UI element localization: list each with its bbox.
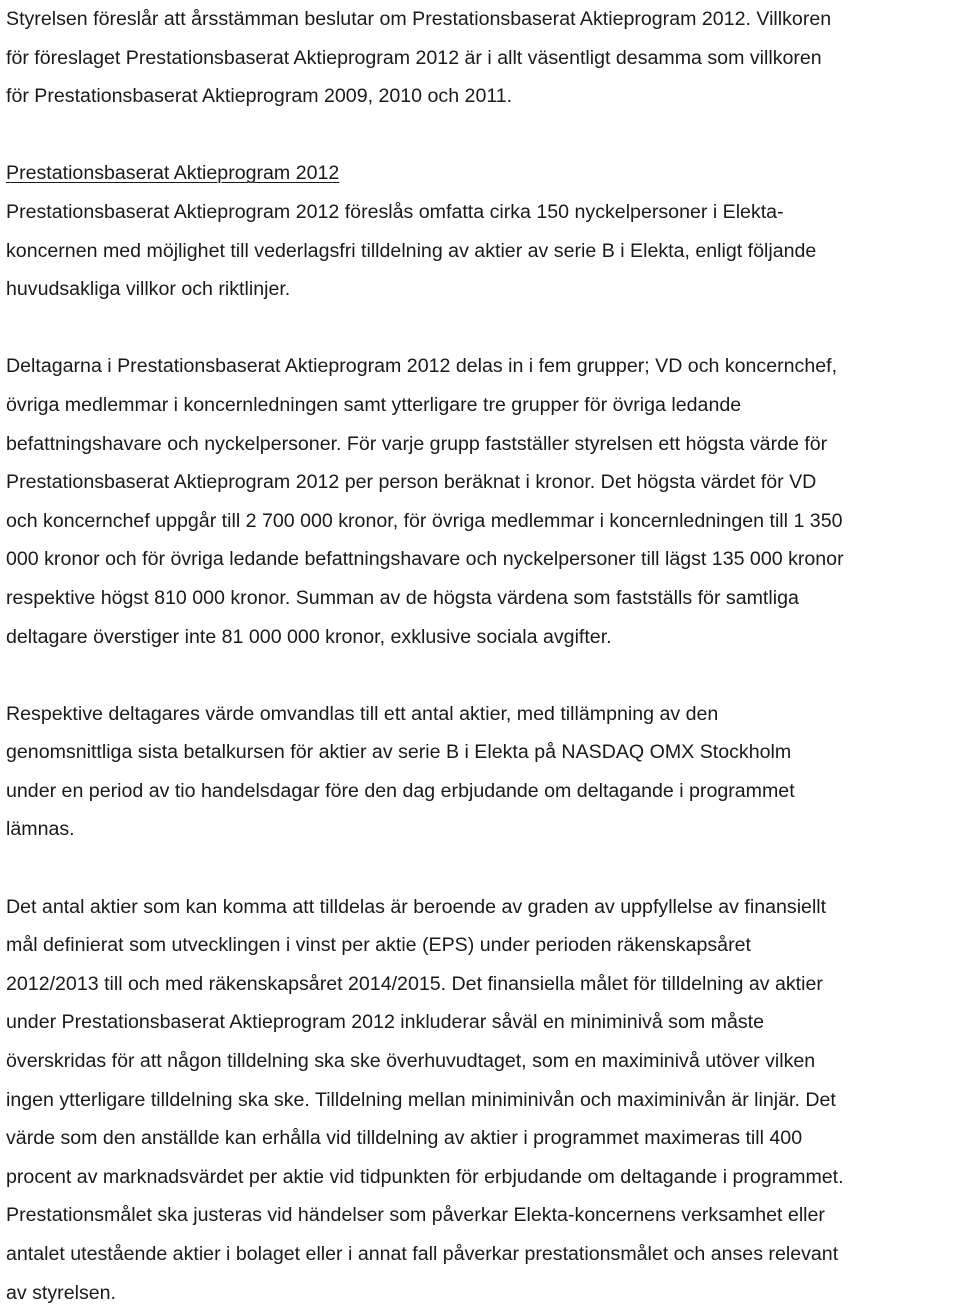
section-heading-text: Prestationsbaserat Aktieprogram 2012 bbox=[6, 162, 340, 185]
paragraph-gap bbox=[6, 849, 960, 888]
text-line: 000 kronor och för övriga ledande befattningshavare och nyckelpersoner till lägst 135 000 kronor bbox=[6, 548, 844, 571]
text-line: Styrelsen föreslår att årsstämman beslutar om Prestationsbaserat Aktieprogram 2012. Villkoren bbox=[6, 8, 832, 30]
text-line: Prestationsbaserat Aktieprogram 2012 per person beräknat i kronor. Det högsta värdet för VD bbox=[6, 471, 817, 494]
text-line: överskridas för att någon tilldelning ska ske överhuvudtaget, som en maximinivå utöver vilken bbox=[6, 1050, 816, 1073]
text-line: och koncernchef uppgår till 2 700 000 kronor, för övriga medlemmar i koncernledningen till 1 350 bbox=[6, 509, 843, 532]
paragraph-3 bbox=[6, 695, 960, 849]
text-line: befattningshavare och nyckelpersoner. För varje grupp fastställer styrelsen ett högsta värde för bbox=[6, 432, 828, 455]
text-line: Respektive deltagares värde omvandlas till ett antal aktier, med tillämpning av den bbox=[6, 702, 719, 725]
text-line: av styrelsen. bbox=[6, 1281, 116, 1304]
text-line: huvudsakliga villkor och riktlinjer. bbox=[6, 278, 291, 301]
paragraph-gap bbox=[6, 116, 960, 155]
paragraph-gap bbox=[6, 656, 960, 695]
paragraph-4 bbox=[6, 888, 960, 1312]
paragraph-2 bbox=[6, 347, 960, 656]
text-line: Deltagarna i Prestationsbaserat Aktieprogram 2012 delas in i fem grupper; VD och koncernchef, bbox=[6, 355, 838, 378]
text-line: för föreslaget Prestationsbaserat Aktieprogram 2012 är i allt väsentligt desamma som villkoren bbox=[6, 46, 822, 69]
text-line: Prestationsmålet ska justeras vid händelser som påverkar Elekta-koncernens verksamhet eller bbox=[6, 1204, 825, 1227]
paragraph-gap bbox=[6, 309, 960, 348]
text-line: lämnas. bbox=[6, 818, 75, 841]
text-line: genomsnittliga sista betalkursen för aktier av serie B i Elekta på NASDAQ OMX Stockholm bbox=[6, 741, 792, 764]
text-line: för Prestationsbaserat Aktieprogram 2009, 2010 och 2011. bbox=[6, 85, 513, 108]
text-line: under en period av tio handelsdagar före den dag erbjudande om deltagande i programmet bbox=[6, 779, 795, 802]
document-page bbox=[6, 0, 960, 1312]
text-line: mål definierat som utvecklingen i vinst per aktie (EPS) under perioden räkenskapsåret bbox=[6, 934, 751, 957]
text-line: 2012/2013 till och med räkenskapsåret 2014/2015. Det finansiella målet för tilldelning av aktier bbox=[6, 972, 823, 995]
intro-paragraph bbox=[6, 0, 960, 116]
text-line: under Prestationsbaserat Aktieprogram 2012 inkluderar såväl en miniminivå som måste bbox=[6, 1011, 764, 1034]
text-line: övriga medlemmar i koncernledningen samt ytterligare tre grupper för övriga ledande bbox=[6, 393, 742, 416]
text-line: koncernen med möjlighet till vederlagsfri tilldelning av aktier av serie B i Elekta, enligt följande bbox=[6, 239, 817, 262]
text-line: respektive högst 810 000 kronor. Summan av de högsta värdena som fastställs för samtliga bbox=[6, 586, 799, 609]
text-line: värde som den anställde kan erhålla vid tilldelning av aktier i programmet maximeras till 400 bbox=[6, 1127, 803, 1150]
text-line: ingen ytterligare tilldelning ska ske. Tilldelning mellan miniminivån och maximinivån är linjär. Det bbox=[6, 1088, 836, 1111]
text-line: deltagare överstiger inte 81 000 000 kronor, exklusive sociala avgifter. bbox=[6, 625, 612, 648]
text-line: antalet utestående aktier i bolaget eller i annat fall påverkar prestationsmålet och anses relevant bbox=[6, 1243, 839, 1265]
text-line: Prestationsbaserat Aktieprogram 2012 föreslås omfatta cirka 150 nyckelpersoner i Elekta- bbox=[6, 200, 784, 223]
text-line: procent av marknadsvärdet per aktie vid tidpunkten för erbjudande om deltagande i programmet. bbox=[6, 1165, 844, 1188]
text-line: Det antal aktier som kan komma att tilldelas är beroende av graden av uppfyllelse av finansiellt bbox=[6, 895, 827, 918]
paragraph-1 bbox=[6, 193, 960, 309]
section-heading bbox=[6, 154, 960, 193]
